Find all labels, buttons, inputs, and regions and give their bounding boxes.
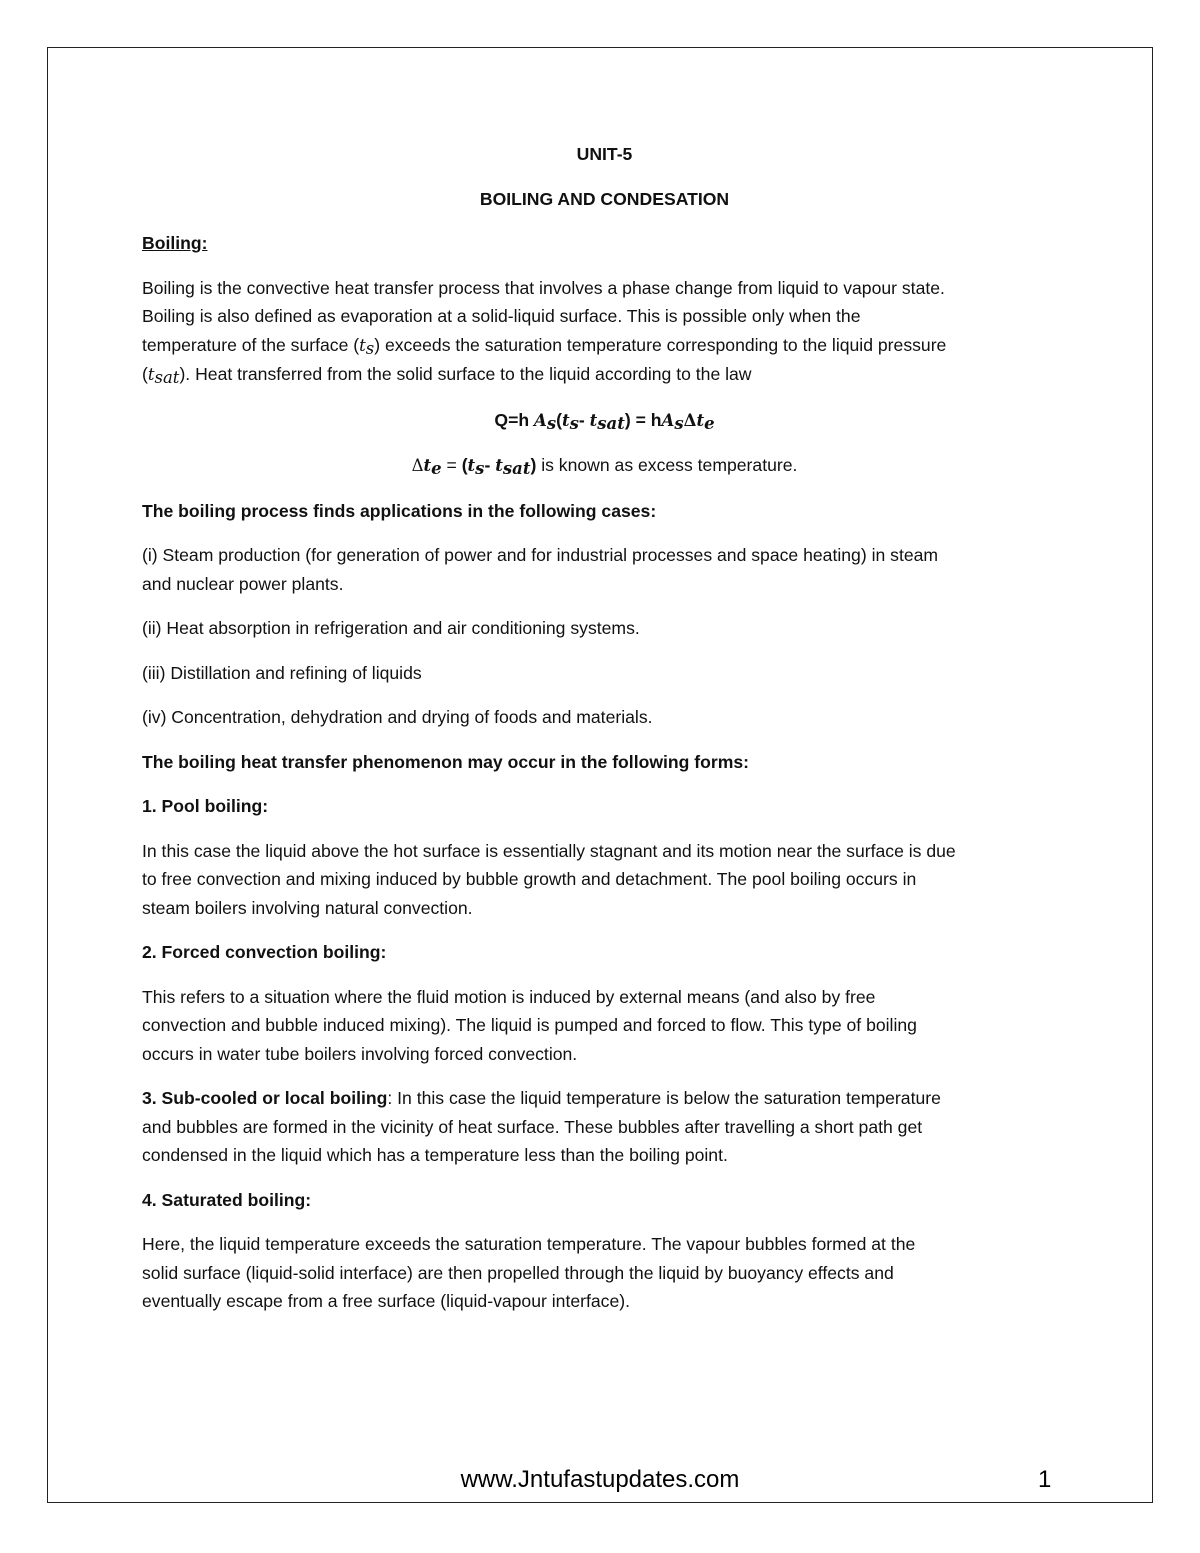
pool-boiling-heading: 1. Pool boiling: <box>142 796 269 816</box>
saturated-boiling-text: Here, the liquid temperature exceeds the saturation temperature. The vapour bubbles formed at the solid surface (liquid-solid interface) are then propelled through the liquid by buoyancy effects and eventually escape from a free surface (liquid-vapour interface). <box>142 1234 916 1311</box>
application-item: (ii) Heat absorption in refrigeration and air conditioning systems. <box>142 618 640 638</box>
subcooled-boiling-heading: 3. Sub-cooled or local boiling <box>142 1088 388 1108</box>
applications-heading: The boiling process finds applications in the following cases: <box>142 500 657 521</box>
application-item: (iv) Concentration, dehydration and drying of foods and materials. <box>142 707 653 727</box>
forced-convection-heading: 2. Forced convection boiling: <box>142 942 387 962</box>
saturated-boiling-heading: 4. Saturated boiling: <box>142 1189 312 1210</box>
application-item: (iii) Distillation and refining of liquids <box>142 662 422 683</box>
footer-website-link[interactable]: www.Jntufastupdates.com <box>460 1466 740 1493</box>
forced-convection-text: This refers to a situation where the fluid motion is induced by external means (and also by free convection and bubble induced mixing). The liquid is pumped and forced to flow. This type of boiling occurs in water tube boilers involving forced convection. <box>142 986 917 1064</box>
pool-boiling-text: In this case the liquid above the hot surface is essentially stagnant and its motion near the surface is due to free convection and mixing induced by bubble growth and detachment. The pool boiling occurs in steam boilers involving natural convection. <box>142 840 956 918</box>
unit-title: UNIT-5 <box>576 144 633 164</box>
page-number: 1 <box>1038 1466 1052 1493</box>
application-item: (i) Steam production (for generation of power and for industrial processes and space heating) in steam and nuclear power plants. <box>142 545 939 594</box>
equation-excess-temperature: $\Delta t_e = (t_s-$ $t_{sat}$) is known as excess temperature. <box>411 455 798 478</box>
document-body <box>142 140 1067 1316</box>
forms-heading: The boiling heat transfer phenomenon may occur in the following forms: <box>142 751 750 772</box>
subcooled-boiling-text: 3. Sub-cooled or local boiling: In this case the liquid temperature is below the saturation temperature and bubbles are formed in the vicinity of heat surface. These bubbles after travelling a short path get condensed in the liquid which has a temperature less than the boiling point. <box>142 1088 941 1165</box>
equation-heat-transfer: Q=h $A_s(t_s-$ $t_{sat}) = hA_s\Delta t_e$ <box>494 409 715 433</box>
chapter-title: BOILING AND CONDESATION <box>479 188 730 209</box>
boiling-intro: Boiling is the convective heat transfer process that involves a phase change from liquid to vapour state. Boiling is also defined as evaporation at a solid-liquid surface. This is possible only when the temperature of the surface $(t_s)$ exceeds the saturation temperature corresponding to the liquid pressure $(t_{sat})$. Heat transferred from the solid surface to the liquid according to the law <box>142 277 947 387</box>
boiling-heading: Boiling: <box>142 233 208 253</box>
